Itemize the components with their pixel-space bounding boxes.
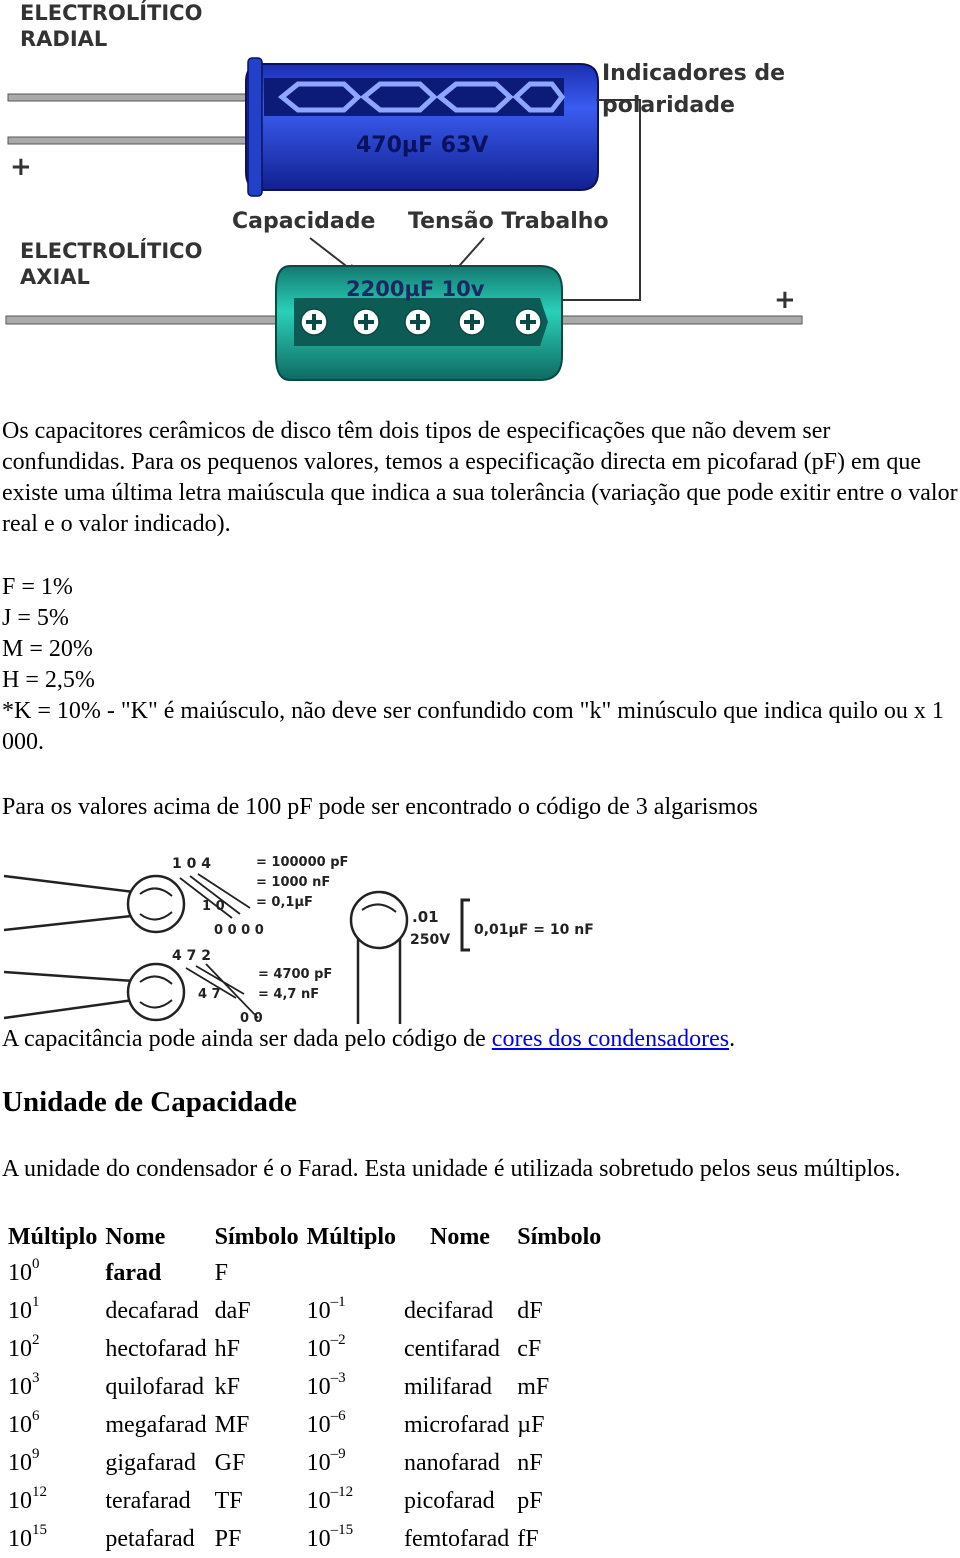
submultiple-base: 10 [306, 1525, 331, 1552]
multiple-cell [6, 1482, 99, 1520]
subunit-name-cell: decifarad [403, 1297, 494, 1324]
subunit-symbol-cell: cF [517, 1335, 542, 1362]
unit-symbol-cell: PF [214, 1525, 242, 1552]
subunit-name-cell: picofarad [403, 1487, 495, 1514]
unit-name-cell: farad [105, 1259, 162, 1286]
eq-104-pf: = 100000 pF [256, 855, 349, 870]
units-table [2, 1220, 607, 1558]
header-name: Nome [105, 1223, 166, 1250]
axial-title-line1: ELECTROLÍTICO [20, 239, 203, 263]
header-multiple: Múltiplo [8, 1223, 98, 1250]
submultiple-exponent: –2 [330, 1331, 346, 1348]
subunit-symbol-cell: µF [517, 1411, 545, 1438]
multiple-cell [6, 1254, 99, 1292]
submultiple-cell [305, 1406, 398, 1444]
multiple-exponent: 12 [32, 1483, 47, 1500]
unit-name-cell: petafarad [105, 1525, 195, 1552]
color-code-sentence [2, 1024, 958, 1055]
multiple-cell [6, 1330, 99, 1368]
multiple-exponent: 2 [32, 1331, 40, 1348]
radial-value-marking: 470µF 63V [356, 133, 489, 158]
unit-symbol-cell: GF [214, 1449, 246, 1476]
digits-47: 4 7 [198, 987, 221, 1002]
color-code-text-after: . [729, 1026, 736, 1052]
submultiple-exponent: –15 [330, 1521, 354, 1538]
radial-title-line2: RADIAL [20, 27, 108, 51]
axial-plus-sign: + [774, 285, 796, 315]
polarity-label-line2: polaridade [602, 93, 735, 118]
multiple-base: 10 [8, 1259, 32, 1286]
cap472-disc [128, 964, 184, 1020]
electrolytic-capacitors-figure [0, 0, 820, 390]
cap472-leads [4, 972, 148, 1018]
table-row [6, 1406, 603, 1444]
submultiple-base: 10 [306, 1449, 331, 1476]
tolerance-f: F = 1% [2, 574, 73, 600]
axial-title-line2: AXIAL [20, 265, 90, 289]
color-code-link[interactable]: cores dos condensadores [491, 1026, 730, 1052]
eq-104-uf: = 0,1µF [256, 895, 313, 910]
tolerance-m: M = 20% [2, 636, 93, 662]
tolerance-list [2, 572, 958, 758]
cap104-disc [128, 876, 184, 932]
subunit-symbol-cell: fF [517, 1525, 539, 1552]
capacity-label: Capacidade [232, 209, 376, 234]
submultiple-cell [305, 1482, 398, 1520]
header-multiple-2: Múltiplo [306, 1223, 396, 1250]
unit-name-cell: hectofarad [105, 1335, 207, 1362]
submultiple-base: 10 [306, 1335, 331, 1362]
multiple-base: 10 [8, 1373, 32, 1400]
submultiple-cell [305, 1254, 398, 1292]
submultiple-cell [305, 1444, 398, 1482]
units-table-header [6, 1220, 603, 1254]
ceramic-code-figure [0, 848, 620, 1026]
axial-value-marking: 2200µF 10v [346, 277, 485, 301]
unit-name-cell: terafarad [105, 1487, 191, 1514]
units-table-body [6, 1254, 603, 1558]
submultiple-cell [305, 1292, 398, 1330]
subunit-symbol-cell: dF [517, 1297, 543, 1324]
unit-sentence: A unidade do condensador é o Farad. Esta unidade é utilizada sobretudo pelos seus múltiplos. [2, 1156, 901, 1182]
submultiple-base: 10 [306, 1487, 331, 1514]
multiple-base: 10 [8, 1335, 32, 1362]
tolerance-h: H = 2,5% [2, 667, 95, 693]
multiple-exponent: 3 [32, 1369, 40, 1386]
multiple-cell [6, 1368, 99, 1406]
radial-title-line1: ELECTROLÍTICO [20, 1, 203, 25]
subunit-symbol-cell [515, 1254, 603, 1292]
subunit-name-cell: nanofarad [403, 1449, 500, 1476]
radial-lead-top [8, 94, 270, 101]
code-104: 1 0 4 [172, 856, 211, 872]
unit-name-cell: megafarad [105, 1411, 207, 1438]
submultiple-base: 10 [306, 1411, 331, 1438]
digits-10: 1 0 [202, 899, 225, 914]
unit-symbol-cell: F [214, 1259, 228, 1286]
subunit-symbol-cell: pF [517, 1487, 543, 1514]
multiple-cell [6, 1292, 99, 1330]
subunit-symbol-cell: nF [517, 1449, 543, 1476]
unit-name-cell: quilofarad [105, 1373, 204, 1400]
unit-name-cell: gigafarad [105, 1449, 196, 1476]
table-row [6, 1254, 603, 1292]
polarity-label-line1: Indicadores de [602, 61, 786, 86]
multiple-exponent: 1 [32, 1293, 40, 1310]
eq-472-pf: = 4700 pF [258, 967, 333, 982]
multiple-base: 10 [8, 1297, 32, 1324]
subunit-name-cell: milifarad [403, 1373, 492, 1400]
multiple-exponent: 15 [32, 1521, 47, 1538]
unit-symbol-cell: hF [214, 1335, 240, 1362]
multiple-cell [6, 1406, 99, 1444]
header-symbol: Símbolo [214, 1223, 299, 1250]
code-472: 4 7 2 [172, 948, 211, 964]
unit-symbol-cell: TF [214, 1487, 243, 1514]
subunit-symbol-cell: mF [517, 1373, 550, 1400]
submultiple-base: 10 [306, 1373, 331, 1400]
unit-symbol-cell: MF [214, 1411, 250, 1438]
unit-symbol-cell: kF [214, 1373, 240, 1400]
submultiple-base: 10 [306, 1297, 331, 1324]
header-name-2: Nome [429, 1223, 490, 1250]
unit-symbol-cell: daF [214, 1297, 251, 1324]
table-row [6, 1368, 603, 1406]
multiple-cell [6, 1444, 99, 1482]
color-code-text-before: A capacitância pode ainda ser dada pelo código de [2, 1026, 492, 1052]
eq-104-nf: = 1000 nF [256, 875, 331, 890]
table-row [6, 1330, 603, 1368]
radial-capacitor-body [246, 58, 598, 196]
bracket [462, 900, 470, 950]
table-row [6, 1292, 603, 1330]
multiple-base: 10 [8, 1525, 32, 1552]
three-digit-code-sentence: Para os valores acima de 100 pF pode ser encontrado o código de 3 algarismos [2, 794, 758, 820]
multiple-exponent: 6 [32, 1407, 40, 1424]
eq-01: 0,01µF = 10 nF [474, 922, 594, 938]
eq-472-nf: = 4,7 nF [258, 987, 320, 1002]
code-01: .01 [412, 908, 439, 926]
voltage-250: 250V [410, 932, 451, 948]
submultiple-cell [305, 1330, 398, 1368]
multiple-base: 10 [8, 1487, 32, 1514]
multiple-base: 10 [8, 1411, 32, 1438]
voltage-label: Tensão Trabalho [408, 209, 609, 234]
submultiple-cell [305, 1520, 398, 1558]
table-row [6, 1444, 603, 1482]
submultiple-exponent: –1 [330, 1293, 346, 1310]
subunit-name-cell [402, 1254, 511, 1292]
multiple-exponent: 0 [32, 1255, 40, 1272]
subunit-name-cell: microfarad [403, 1411, 510, 1438]
unit-name-cell: decafarad [105, 1297, 199, 1324]
header-symbol-2: Símbolo [517, 1223, 602, 1250]
subunit-name-cell: centifarad [403, 1335, 500, 1362]
multiple-exponent: 9 [32, 1445, 40, 1462]
axial-capacitor-body [276, 266, 562, 380]
submultiple-exponent: –9 [330, 1445, 346, 1462]
zeros-4: 0 0 0 0 [214, 923, 264, 938]
radial-plus-sign: + [10, 152, 32, 182]
zeros-2: 0 0 [240, 1011, 263, 1026]
table-row [6, 1520, 603, 1558]
tolerance-j: J = 5% [2, 605, 69, 631]
intro-paragraph: Os capacitores cerâmicos de disco têm dois tipos de especificações que não devem ser confundidas. Para os pequenos valores, temos a especificação directa em picofarad (pF) em que existe uma última letra maiúscula que indica a sua tolerância (variação que pode exitir entre o valor real e o valor indicado). [2, 418, 958, 537]
multiple-base: 10 [8, 1449, 32, 1476]
submultiple-exponent: –3 [330, 1369, 346, 1386]
section-heading: Unidade de Capacidade [2, 1086, 297, 1118]
table-row [6, 1482, 603, 1520]
submultiple-exponent: –6 [330, 1407, 346, 1424]
code-472-arrows [186, 964, 258, 1018]
subunit-name-cell: femtofarad [403, 1525, 510, 1552]
submultiple-cell [305, 1368, 398, 1406]
tolerance-k-note: *K = 10% - "K" é maiúsculo, não deve ser confundido com "k" minúsculo que indica quilo ou x 1 000. [2, 698, 944, 755]
radial-lead-bottom [8, 137, 270, 144]
submultiple-exponent: –12 [330, 1483, 354, 1500]
cap01-disc [351, 892, 407, 1024]
multiple-cell [6, 1520, 99, 1558]
